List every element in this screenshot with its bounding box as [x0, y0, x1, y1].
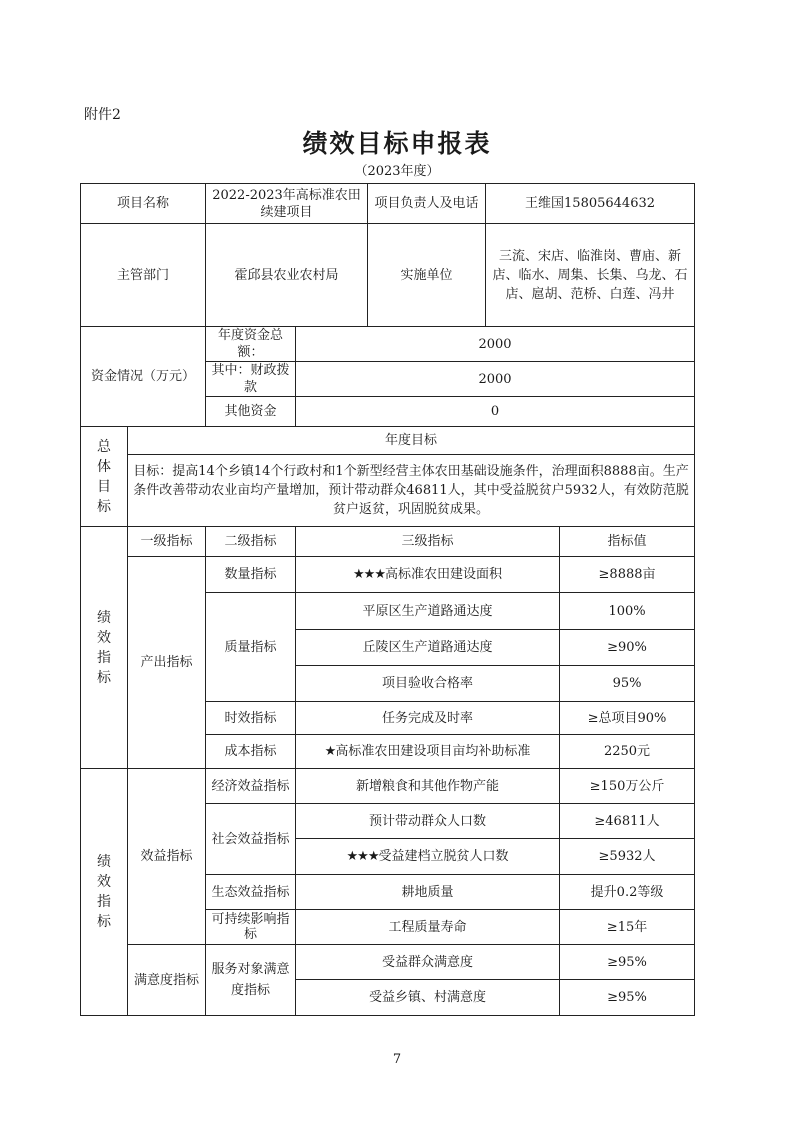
level1-header: 一级指标 — [128, 527, 206, 557]
sustainability-indicator-label: 可持续影响指标 — [206, 910, 296, 945]
indicator-name: ★高标准农田建设项目亩均补助标准 — [296, 735, 560, 769]
performance-indicator-section-2: 绩效指标 — [81, 769, 128, 1016]
satisfaction-indicator-label: 满意度指标 — [128, 945, 206, 1016]
goal-heading: 年度目标 — [128, 427, 695, 455]
table-row — [81, 557, 695, 593]
table-row — [81, 945, 695, 980]
project-name-label: 项目名称 — [81, 184, 206, 224]
funds-total-value: 2000 — [296, 327, 695, 362]
indicator-name: 受益群众满意度 — [296, 945, 560, 980]
social-indicator-label: 社会效益指标 — [206, 804, 296, 875]
funds-fiscal-value: 2000 — [296, 362, 695, 397]
service-satisfaction-label: 服务对象满意度指标 — [206, 945, 296, 1016]
star-icon: ★ — [324, 744, 336, 759]
indicator-name: 耕地质量 — [296, 875, 560, 910]
quality-indicator-label: 质量指标 — [206, 593, 296, 702]
indicator-name: 工程质量寿命 — [296, 910, 560, 945]
value-header: 指标值 — [560, 527, 695, 557]
funds-label: 资金情况（万元） — [81, 327, 206, 427]
page-number: 7 — [392, 1052, 402, 1067]
attachment-label: 附件2 — [84, 107, 121, 123]
goal-text: 目标：提高14个乡镇14个行政村和1个新型经营主体农田基础设施条件，治理面积8888亩。生产条件改善带动农业亩均产量增加，预计带动群众46811人，其中受益脱贫户5932人，有效防范脱贫户返贫，巩固脱贫成果。 — [128, 455, 695, 527]
indicator-value: ≥90% — [560, 630, 695, 666]
table-row — [81, 769, 695, 804]
indicator-name: 项目验收合格率 — [296, 666, 560, 702]
department-row — [81, 224, 695, 327]
indicator-name: 任务完成及时率 — [296, 702, 560, 735]
performance-indicator-section-1: 绩效指标 — [81, 527, 128, 769]
funds-fiscal-label: 其中：财政拨款 — [206, 362, 296, 397]
indicator-name: 平原区生产道路通达度 — [296, 593, 560, 630]
page-title: 绩效目标申报表 — [302, 129, 492, 158]
indicator-value: 2250元 — [560, 735, 695, 769]
funds-total-label: 年度资金总额： — [206, 327, 296, 362]
dept-value: 霍邱县农业农村局 — [206, 224, 368, 327]
star-icon: ★★★ — [353, 567, 385, 582]
funds-other-value: 0 — [296, 397, 695, 427]
indicator-name: 受益乡镇、村满意度 — [296, 980, 560, 1016]
indicator-value: ≥5932人 — [560, 839, 695, 875]
level3-header: 三级指标 — [296, 527, 560, 557]
indicator-value: ≥95% — [560, 945, 695, 980]
indicator-value: ≥46811人 — [560, 804, 695, 839]
indicator-value: ≥95% — [560, 980, 695, 1016]
goal-side-label: 总体目标 — [81, 427, 128, 527]
impl-unit-value: 三流、宋店、临淮岗、曹庙、新店、临水、周集、长集、乌龙、石店、扈胡、范桥、白莲、冯井 — [486, 224, 695, 327]
benefit-indicator-label: 效益指标 — [128, 769, 206, 945]
indicator-value: ≥150万公斤 — [560, 769, 695, 804]
star-icon: ★★★ — [346, 849, 379, 864]
cost-indicator-label: 成本指标 — [206, 735, 296, 769]
funds-other-label: 其他资金 — [206, 397, 296, 427]
funds-total-row — [81, 327, 695, 362]
level2-header: 二级指标 — [206, 527, 296, 557]
project-name-value: 2022-2023年高标准农田续建项目 — [206, 184, 368, 224]
indicator-header-row — [81, 527, 695, 557]
indicator-value: 提升0.2等级 — [560, 875, 695, 910]
indicator-name: 预计带动群众人口数 — [296, 804, 560, 839]
indicator-value: ≥15年 — [560, 910, 695, 945]
ecological-indicator-label: 生态效益指标 — [206, 875, 296, 910]
indicator-value: ≥8888亩 — [560, 557, 695, 593]
timeliness-indicator-label: 时效指标 — [206, 702, 296, 735]
indicator-name: ★★★高标准农田建设面积 — [296, 557, 560, 593]
indicator-name: 新增粮食和其他作物产能 — [296, 769, 560, 804]
indicator-name: ★★★受益建档立脱贫人口数 — [296, 839, 560, 875]
project-name-row — [81, 184, 695, 224]
dept-label: 主管部门 — [81, 224, 206, 327]
performance-target-table — [80, 183, 695, 1016]
project-owner-value: 王维国15805644632 — [486, 184, 695, 224]
output-indicator-label: 产出指标 — [128, 557, 206, 769]
goal-heading-row — [81, 427, 695, 455]
quantity-indicator-label: 数量指标 — [206, 557, 296, 593]
indicator-value: ≥总项目90% — [560, 702, 695, 735]
indicator-value: 95% — [560, 666, 695, 702]
indicator-name: 丘陵区生产道路通达度 — [296, 630, 560, 666]
economic-indicator-label: 经济效益指标 — [206, 769, 296, 804]
goal-text-row — [81, 455, 695, 527]
indicator-value: 100% — [560, 593, 695, 630]
report-year: （2023年度） — [354, 164, 440, 179]
impl-unit-label: 实施单位 — [368, 224, 486, 327]
project-owner-label: 项目负责人及电话 — [368, 184, 486, 224]
